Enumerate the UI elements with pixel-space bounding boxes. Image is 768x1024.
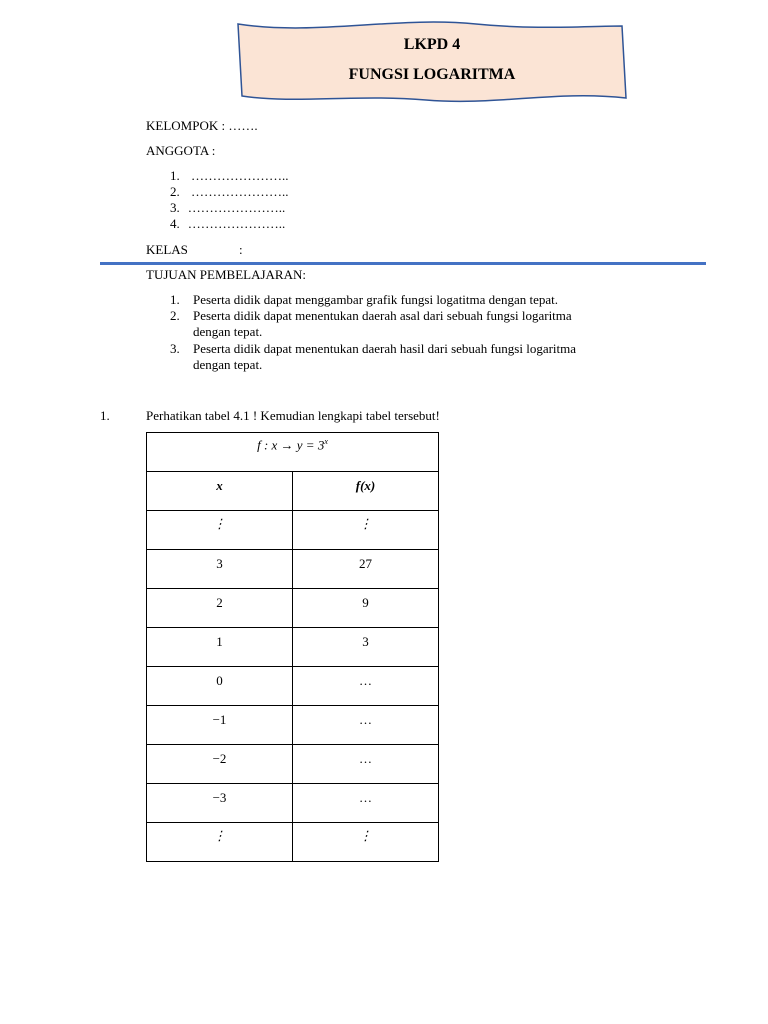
- title-banner: [244, 20, 620, 102]
- member-item: 1. …………………..: [170, 168, 289, 183]
- cell-x: ⋮: [147, 511, 293, 550]
- table-row: [147, 706, 439, 745]
- cell-x: 2: [147, 589, 293, 628]
- cell-fx: 3: [293, 628, 439, 667]
- objectives-heading: TUJUAN PEMBELAJARAN:: [146, 267, 306, 282]
- worksheet-subtitle: FUNGSI LOGARITMA: [348, 66, 516, 83]
- cell-fx: 27: [293, 550, 439, 589]
- member-item: 3. …………………..: [170, 200, 286, 215]
- member-item: 2. …………………..: [170, 184, 289, 199]
- table-row: [147, 550, 439, 589]
- objective-number: 3.: [170, 341, 180, 356]
- objective-number: 2.: [170, 308, 180, 323]
- column-header-fx: f(x): [293, 472, 439, 511]
- column-header-x: x: [147, 472, 293, 511]
- member-item: 4. …………………..: [170, 216, 286, 231]
- function-table: [146, 432, 439, 862]
- objective-text: Peserta didik dapat menentukan daerah asal dari sebuah fungsi logaritma: [193, 308, 572, 323]
- cell-x: 0: [147, 667, 293, 706]
- objective-text: Peserta didik dapat menggambar grafik fungsi logatitma dengan tepat.: [193, 292, 558, 307]
- table-row: [147, 745, 439, 784]
- cell-x: −1: [147, 706, 293, 745]
- cell-x: −3: [147, 784, 293, 823]
- cell-fx: …: [293, 784, 439, 823]
- table-row: [147, 784, 439, 823]
- cell-x: −2: [147, 745, 293, 784]
- cell-x: 3: [147, 550, 293, 589]
- question-text: Perhatikan tabel 4.1 ! Kemudian lengkapi tabel tersebut!: [146, 408, 440, 423]
- table-row: [147, 511, 439, 550]
- function-title-cell: f : $x \to y = 3^x$: [147, 433, 439, 472]
- table-row: [147, 823, 439, 862]
- table-row: [147, 589, 439, 628]
- kelas-colon: :: [239, 242, 243, 257]
- cell-fx: …: [293, 745, 439, 784]
- section-divider: [100, 262, 706, 265]
- cell-fx: ⋮: [293, 823, 439, 862]
- cell-x: ⋮: [147, 823, 293, 862]
- cell-x: 1: [147, 628, 293, 667]
- anggota-label: ANGGOTA :: [146, 143, 216, 158]
- table-row: [147, 667, 439, 706]
- objective-text-cont: dengan tepat.: [193, 357, 263, 372]
- objective-text: Peserta didik dapat menentukan daerah hasil dari sebuah fungsi logaritma: [193, 341, 577, 356]
- kelas-label: KELAS: [146, 242, 188, 257]
- cell-fx: …: [293, 706, 439, 745]
- table-row: [147, 628, 439, 667]
- worksheet-title: LKPD 4: [403, 36, 461, 53]
- objective-number: 1.: [170, 292, 180, 307]
- objective-text-cont: dengan tepat.: [193, 324, 263, 339]
- cell-fx: 9: [293, 589, 439, 628]
- kelompok-label: KELOMPOK : …….: [146, 118, 258, 133]
- cell-fx: …: [293, 667, 439, 706]
- question-number: 1.: [100, 408, 110, 423]
- cell-fx: ⋮: [293, 511, 439, 550]
